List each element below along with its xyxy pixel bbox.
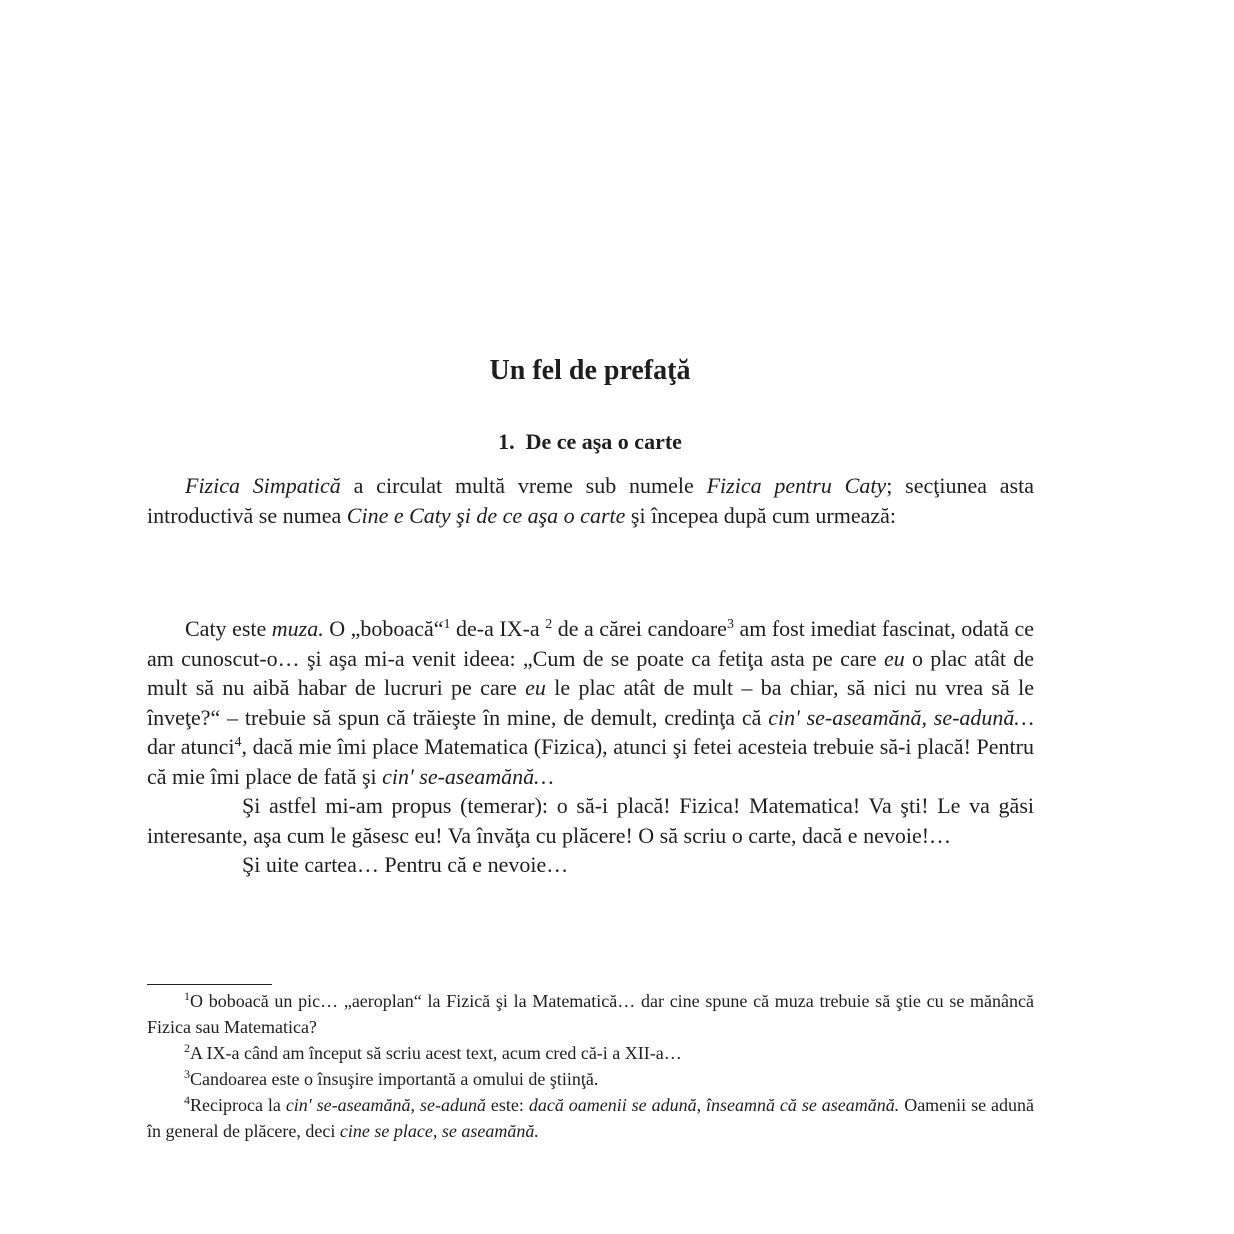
footnote-3: $^3$Candoarea este o însuşire importantă a omului de ştiinţă. [184,1067,599,1089]
section-old-title-italic: Cine e Caty şi de ce aşa o carte [346,502,626,528]
old-title-italic: Fizica pentru Caty [706,473,887,498]
paragraph-1: Caty este muza. O „boboacă“$^1$ de-a IX-a $^2$ de a cărei candoare$^3$ am fost imediat fascinat, odată ce am cunoscut-o… şi aşa mi-a venit ideea: „Cum de se poate ca fetiţa asta pe care eu o plac atât de mult să nu aibă habar de lucruri pe care eu le plac atât de mult – ba chiar, să nici nu vrea să le înveţe?“ – trebuie să spun că trăieşte în mine, de demult, credinţa că cin' se-aseamănă, se-adună… dar atunci$^4$, dacă mie îmi place Matematica (Fizica), atunci şi fetei acesteia trebuie să-i placă! Pentru că mie îmi place de fată şi cin' se-aseamănă… [147,616,1034,789]
paragraph-3: Şi uite cartea… Pentru că e nevoie… [242,852,569,877]
section-heading [0,426,1180,458]
footnote-2: $^2$A IX-a când am început să scriu acest text, acum cred că-i a XII-a… [184,1041,682,1063]
footnote-divider [147,984,272,985]
paragraph-2: Şi astfel mi-am propus (temerar): o să-i placă! Fizica! Matematica! Va şti! Le va găsi interesante, aşa cum le găsesc eu! Va învăţa cu plăcere! O să scriu o carte, dacă e nevoie!… [147,793,1034,848]
footnote-ref-3: 3 [726,617,734,632]
footnotes [147,988,1034,1144]
footnote-ref-4: 4 [234,735,242,750]
page-title: Un fel de prefaţă [489,355,691,386]
section-number: 1. [498,429,515,454]
footnote-4: $^4$Reciproca la cin' se-aseamănă, se-adună este: dacă oamenii se adună, înseamnă că se aseamănă. Oamenii se adună în general de plăcere, deci cine se place, se aseamănă. [147,1093,1034,1141]
footnote-1: $^1$O boboacă un pic… „aeroplan“ la Fizică şi la Matematică… dar cine spune că muza trebuie să ştie cu se mănâncă Fizica sau Matematica? [147,989,1034,1037]
footnote-ref-1: 1 [443,617,451,632]
section-title: De ce aşa o carte [525,429,682,454]
footnote-ref-2: 2 [545,617,553,632]
main-text [147,614,1034,880]
book-title-italic: Fizica Simpatică [185,473,341,498]
intro-paragraph: Fizica Simpatică a circulat multă vreme sub numele Fizica pentru Caty; secţiunea asta introductivă se numea Cine e Caty şi de ce aşa o carte şi începea după cum urmează: [147,473,1034,528]
